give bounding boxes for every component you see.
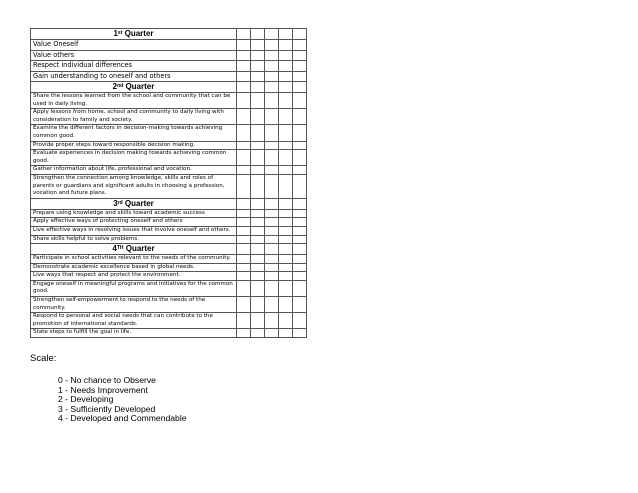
competency-rating-cell[interactable]	[293, 125, 307, 141]
header-rating-cell[interactable]	[251, 29, 265, 40]
competency-rating-cell[interactable]	[237, 166, 251, 175]
competency-rating-cell[interactable]	[293, 263, 307, 272]
competency-rating-cell[interactable]	[293, 50, 307, 61]
competency-rating-cell[interactable]	[265, 209, 279, 218]
competency-text: Strengthen self-empowerment to respond to the needs of the community.	[31, 297, 237, 313]
competency-rating-cell[interactable]	[293, 280, 307, 296]
quarter-number: 2	[112, 82, 118, 91]
competency-text: Prepare using knowledge and skills toward academic success	[31, 209, 237, 218]
header-rating-cell[interactable]	[279, 82, 293, 93]
competency-rating-cell[interactable]	[237, 272, 251, 281]
competency-text: Live ways that respect and protect the environment.	[31, 272, 237, 281]
competency-rating-cell[interactable]	[293, 150, 307, 166]
competency-rating-cell[interactable]	[279, 313, 293, 329]
competency-rating-cell[interactable]	[237, 40, 251, 51]
competency-rating-cell[interactable]	[237, 263, 251, 272]
competency-rating-cell[interactable]	[251, 174, 265, 198]
competency-rating-cell[interactable]	[293, 313, 307, 329]
competency-rating-cell[interactable]	[251, 209, 265, 218]
competency-rating-cell[interactable]	[251, 50, 265, 61]
competency-rating-cell[interactable]	[279, 297, 293, 313]
competency-rating-cell[interactable]	[251, 255, 265, 264]
competency-rating-cell[interactable]	[251, 329, 265, 338]
scale-legend	[58, 376, 187, 424]
competency-row	[31, 235, 307, 244]
competency-rating-cell[interactable]	[293, 61, 307, 72]
competency-rating-cell[interactable]	[237, 61, 251, 72]
competency-row	[31, 40, 307, 51]
scale-entry-4: 4 - Developed and Commendable	[58, 413, 187, 424]
competency-rating-cell[interactable]	[265, 174, 279, 198]
competency-rating-cell[interactable]	[237, 329, 251, 338]
competency-rating-cell[interactable]	[237, 109, 251, 125]
competency-rating-cell[interactable]	[251, 313, 265, 329]
competency-row	[31, 297, 307, 313]
quarter-label: Quarter	[124, 198, 154, 208]
competency-text: Share skills helpful to solve problems.	[31, 235, 237, 244]
quarter-heading	[31, 29, 237, 40]
competency-rating-cell[interactable]	[251, 272, 265, 281]
competency-rating-cell[interactable]	[265, 218, 279, 227]
competency-rating-cell[interactable]	[293, 218, 307, 227]
competency-row	[31, 71, 307, 82]
competency-rating-cell[interactable]	[265, 297, 279, 313]
competency-text: Demonstrate academic excellence based in global needs.	[31, 263, 237, 272]
competency-text: Respond to personal and social needs that can contribute to the promotion of international standards.	[31, 313, 237, 329]
competency-rating-cell[interactable]	[279, 141, 293, 150]
competency-row	[31, 50, 307, 61]
competency-rating-cell[interactable]	[279, 71, 293, 82]
competency-text: Strengthen the connection among knowledge, skills and roles of parents or guardians and significant adults in choosing a profession, vocation and future plans.	[31, 174, 237, 198]
competency-rating-cell[interactable]	[265, 255, 279, 264]
competency-row	[31, 272, 307, 281]
competency-text: Evaluate experiences in decision making towards achieving common good.	[31, 150, 237, 166]
competency-rating-cell[interactable]	[265, 50, 279, 61]
competency-rating-cell[interactable]	[251, 141, 265, 150]
competency-rating-cell[interactable]	[265, 40, 279, 51]
competency-rating-cell[interactable]	[265, 263, 279, 272]
competency-rating-cell[interactable]	[237, 93, 251, 109]
competency-row	[31, 150, 307, 166]
quarter-label: Quarter	[124, 29, 154, 38]
competency-rating-cell[interactable]	[279, 263, 293, 272]
quarter-header-row	[31, 198, 307, 209]
competency-text: Examine the different factors in decision-making towards achieving common good.	[31, 125, 237, 141]
competency-rating-cell[interactable]	[251, 226, 265, 235]
competency-rating-cell[interactable]	[279, 218, 293, 227]
quarter-ordinal-suffix: st	[117, 30, 123, 36]
quarter-ordinal-suffix: TH	[116, 245, 124, 252]
competency-rating-cell[interactable]	[237, 50, 251, 61]
competency-rating-cell[interactable]	[293, 297, 307, 313]
competency-rating-cell[interactable]	[293, 71, 307, 82]
scale-entry-1: 1 - Needs Improvement	[58, 384, 148, 395]
competency-rating-cell[interactable]	[237, 235, 251, 244]
header-rating-cell[interactable]	[237, 29, 251, 40]
competency-rating-cell[interactable]	[251, 218, 265, 227]
competency-rating-cell[interactable]	[293, 235, 307, 244]
competency-rating-cell[interactable]	[293, 109, 307, 125]
competency-text: Gain understanding to oneself and others	[31, 71, 237, 82]
competency-text: Live effective ways in resolving issues that involve oneself and others.	[31, 226, 237, 235]
competency-row	[31, 61, 307, 72]
competency-rating-cell[interactable]	[265, 272, 279, 281]
competency-rating-cell[interactable]	[279, 93, 293, 109]
scale-entry-2: 2 - Developing	[58, 394, 114, 405]
competency-row	[31, 329, 307, 338]
competency-rating-cell[interactable]	[265, 235, 279, 244]
competency-row	[31, 141, 307, 150]
competency-rating-cell[interactable]	[237, 226, 251, 235]
quarter-header-row	[31, 82, 307, 93]
header-rating-cell[interactable]	[237, 198, 251, 209]
competency-text: Engage oneself in meaningful programs and initiatives for the common good.	[31, 280, 237, 296]
competency-rating-cell[interactable]	[293, 226, 307, 235]
competency-rating-cell[interactable]	[265, 313, 279, 329]
competency-rating-cell[interactable]	[279, 125, 293, 141]
competency-rating-cell[interactable]	[265, 166, 279, 175]
header-rating-cell[interactable]	[293, 198, 307, 209]
competency-text: Respect individual differences	[31, 61, 237, 72]
quarter-header-row	[31, 244, 307, 255]
competency-rating-cell[interactable]	[293, 329, 307, 338]
competency-rating-cell[interactable]	[265, 141, 279, 150]
competency-rating-cell[interactable]	[251, 93, 265, 109]
competency-text: Participate in school activities relevant to the needs of the community.	[31, 255, 237, 264]
quarter-heading	[31, 198, 237, 209]
header-rating-cell[interactable]	[279, 29, 293, 40]
quarter-label: Quarter	[125, 244, 155, 254]
competency-rating-cell[interactable]	[265, 226, 279, 235]
competency-row	[31, 313, 307, 329]
competency-rating-cell[interactable]	[251, 280, 265, 296]
header-rating-cell[interactable]	[237, 82, 251, 93]
header-rating-cell[interactable]	[279, 198, 293, 209]
competency-text: Value others	[31, 50, 237, 61]
competency-table	[30, 28, 307, 338]
competency-rating-cell[interactable]	[265, 280, 279, 296]
header-rating-cell[interactable]	[265, 198, 279, 209]
competency-rating-cell[interactable]	[237, 209, 251, 218]
competency-rating-cell[interactable]	[237, 280, 251, 296]
competency-rating-cell[interactable]	[237, 313, 251, 329]
quarter-ordinal-suffix: nd	[117, 83, 124, 89]
competency-rating-cell[interactable]	[237, 297, 251, 313]
competency-rating-cell[interactable]	[265, 150, 279, 166]
header-rating-cell[interactable]	[279, 244, 293, 255]
competency-rating-cell[interactable]	[293, 141, 307, 150]
competency-text: Gather information about life, professional and vocation.	[31, 166, 237, 175]
scale-entry-3: 3 - Sufficiently Developed	[58, 403, 156, 414]
rating-sheet	[30, 28, 307, 338]
competency-row	[31, 263, 307, 272]
header-rating-cell[interactable]	[265, 82, 279, 93]
competency-rating-cell[interactable]	[251, 40, 265, 51]
quarter-heading	[31, 244, 237, 255]
competency-rating-cell[interactable]	[279, 40, 293, 51]
quarter-header-row	[31, 29, 307, 40]
competency-rating-cell[interactable]	[293, 166, 307, 175]
competency-rating-cell[interactable]	[237, 125, 251, 141]
competency-rating-cell[interactable]	[279, 61, 293, 72]
header-rating-cell[interactable]	[265, 244, 279, 255]
header-rating-cell[interactable]	[237, 244, 251, 255]
competency-rating-cell[interactable]	[279, 109, 293, 125]
competency-rating-cell[interactable]	[265, 109, 279, 125]
competency-rating-cell[interactable]	[237, 218, 251, 227]
competency-rating-cell[interactable]	[293, 174, 307, 198]
competency-row	[31, 226, 307, 235]
competency-row	[31, 218, 307, 227]
competency-rating-cell[interactable]	[279, 272, 293, 281]
competency-rating-cell[interactable]	[251, 263, 265, 272]
header-rating-cell[interactable]	[251, 82, 265, 93]
competency-rating-cell[interactable]	[293, 40, 307, 51]
competency-row	[31, 166, 307, 175]
competency-rating-cell[interactable]	[279, 209, 293, 218]
competency-row	[31, 209, 307, 218]
competency-row	[31, 109, 307, 125]
competency-rating-cell[interactable]	[265, 125, 279, 141]
competency-text: Share the lessons learned from the school and community that can be used in daily living.	[31, 93, 237, 109]
competency-row	[31, 125, 307, 141]
scale-entry-0: 0 - No chance to Observe	[58, 375, 156, 385]
quarter-number: 3	[113, 198, 118, 208]
competency-text: Apply lessons from home, school and community to daily living with consideration to family and society.	[31, 109, 237, 125]
competency-text: Apply effective ways of protecting oneself and others	[31, 218, 237, 227]
competency-rating-cell[interactable]	[293, 272, 307, 281]
competency-rating-cell[interactable]	[265, 71, 279, 82]
competency-rating-cell[interactable]	[279, 329, 293, 338]
competency-text: Provide proper steps toward responsible decision making.	[31, 141, 237, 150]
quarter-number: 4	[112, 244, 117, 254]
competency-rating-cell[interactable]	[279, 235, 293, 244]
competency-rating-cell[interactable]	[237, 174, 251, 198]
competency-rating-cell[interactable]	[251, 61, 265, 72]
competency-rating-cell[interactable]	[293, 209, 307, 218]
header-rating-cell[interactable]	[293, 244, 307, 255]
competency-rating-cell[interactable]	[279, 226, 293, 235]
competency-rating-cell[interactable]	[251, 109, 265, 125]
competency-text: Value Oneself	[31, 40, 237, 51]
competency-rating-cell[interactable]	[251, 235, 265, 244]
competency-rating-cell[interactable]	[279, 255, 293, 264]
competency-rating-cell[interactable]	[293, 255, 307, 264]
competency-rating-cell[interactable]	[251, 125, 265, 141]
competency-rating-cell[interactable]	[251, 166, 265, 175]
competency-row	[31, 93, 307, 109]
competency-rating-cell[interactable]	[237, 71, 251, 82]
scale-title: Scale:	[30, 353, 57, 364]
competency-rating-cell[interactable]	[279, 166, 293, 175]
competency-rating-cell[interactable]	[251, 297, 265, 313]
header-rating-cell[interactable]	[251, 244, 265, 255]
competency-rating-cell[interactable]	[279, 174, 293, 198]
header-rating-cell[interactable]	[293, 82, 307, 93]
competency-rating-cell[interactable]	[237, 255, 251, 264]
competency-text: State steps to fulfill the goal in life.	[31, 329, 237, 338]
header-rating-cell[interactable]	[251, 198, 265, 209]
competency-rating-cell[interactable]	[293, 93, 307, 109]
competency-rating-cell[interactable]	[237, 141, 251, 150]
competency-rating-cell[interactable]	[265, 93, 279, 109]
quarter-heading	[31, 82, 237, 93]
competency-rating-cell[interactable]	[237, 150, 251, 166]
quarter-number: 1	[113, 29, 118, 38]
competency-row	[31, 174, 307, 198]
header-rating-cell[interactable]	[293, 29, 307, 40]
competency-rating-cell[interactable]	[251, 150, 265, 166]
competency-rating-cell[interactable]	[279, 50, 293, 61]
competency-rating-cell[interactable]	[265, 329, 279, 338]
quarter-label: Quarter	[125, 82, 155, 91]
competency-row	[31, 255, 307, 264]
competency-rating-cell[interactable]	[265, 61, 279, 72]
competency-row	[31, 280, 307, 296]
quarter-ordinal-suffix: rd	[117, 199, 123, 206]
competency-rating-cell[interactable]	[279, 280, 293, 296]
competency-rating-cell[interactable]	[279, 150, 293, 166]
competency-rating-cell[interactable]	[251, 71, 265, 82]
header-rating-cell[interactable]	[265, 29, 279, 40]
